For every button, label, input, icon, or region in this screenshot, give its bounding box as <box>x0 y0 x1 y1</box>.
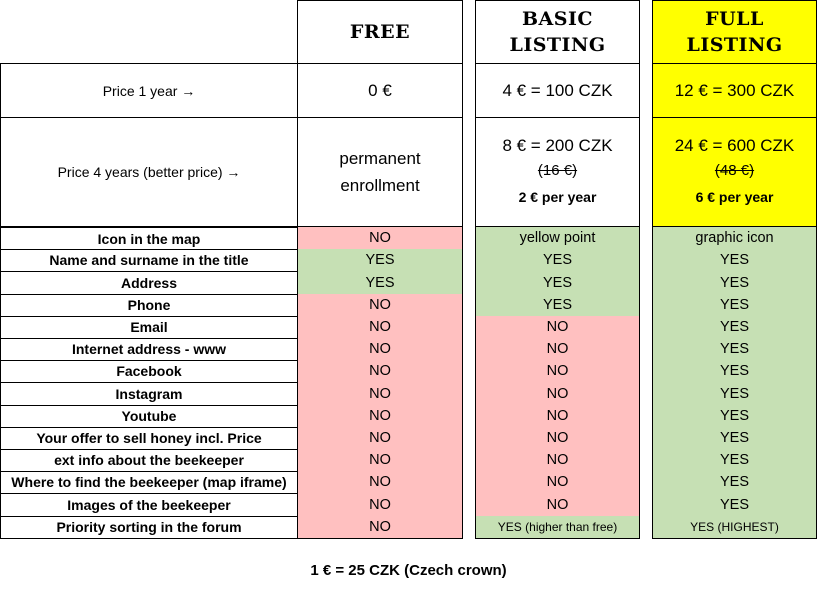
feature-label-text: Instagram <box>115 385 183 402</box>
feature-basic-value <box>475 360 640 382</box>
feature-label <box>0 271 298 295</box>
price-1-year-full <box>652 63 817 118</box>
column-bottom-border <box>475 538 640 539</box>
feature-label-text: Images of the beekeeper <box>67 496 231 513</box>
feature-label-text: Your offer to sell honey incl. Price <box>36 430 262 446</box>
feature-free-value <box>297 382 463 405</box>
feature-basic-text: NO <box>546 385 569 402</box>
feature-full-text: YES <box>719 496 749 513</box>
price-4-years-full-old-price: (48 €) <box>714 162 755 179</box>
feature-free-text: NO <box>369 341 391 357</box>
feature-basic-text: NO <box>546 452 569 468</box>
column-border <box>462 227 463 539</box>
feature-free-value <box>297 516 463 538</box>
feature-label <box>0 338 298 361</box>
plan-name-full-line1: FULL <box>705 8 764 30</box>
feature-basic-value <box>475 405 640 427</box>
plan-name-basic-line1: BASIC <box>521 8 594 30</box>
feature-full-text: YES <box>719 252 749 268</box>
feature-basic-text: YES <box>542 297 572 313</box>
feature-free-text: NO <box>369 496 391 513</box>
feature-full-value <box>652 338 817 360</box>
plan-header-free <box>297 0 463 64</box>
column-border <box>639 227 640 539</box>
feature-basic-text: NO <box>546 319 569 335</box>
feature-full-value <box>652 294 817 316</box>
feature-label-text: Name and surname in the title <box>49 252 249 268</box>
feature-free-text: NO <box>369 452 391 468</box>
price-1-year-free-text: 0 € <box>368 80 392 100</box>
price-4-years-basic-per-year: 2 € per year <box>518 189 597 205</box>
feature-free-text: NO <box>369 408 391 424</box>
feature-free-value <box>297 271 463 294</box>
feature-free-text: NO <box>369 385 391 402</box>
feature-free-value <box>297 471 463 493</box>
plan-name-free: FREE <box>349 21 411 43</box>
feature-free-value <box>297 405 463 427</box>
feature-free-text: NO <box>369 297 391 313</box>
feature-free-value <box>297 360 463 382</box>
feature-basic-value <box>475 427 640 449</box>
feature-free-value <box>297 316 463 338</box>
feature-full-text: YES <box>719 341 749 357</box>
price-1-year-free <box>297 63 463 118</box>
feature-label <box>0 249 298 272</box>
column-border <box>652 227 653 539</box>
feature-free-text: NO <box>369 430 391 446</box>
feature-basic-text: NO <box>546 430 569 446</box>
feature-label-text: Address <box>120 274 178 291</box>
feature-label-text: Email <box>130 319 168 335</box>
feature-full-value <box>652 271 817 294</box>
feature-free-value <box>297 427 463 449</box>
feature-basic-value <box>475 493 640 516</box>
feature-free-text: NO <box>369 474 391 490</box>
feature-label <box>0 316 298 339</box>
feature-label-text: Where to find the beekeeper (map iframe) <box>11 474 287 490</box>
plan-header-basic <box>475 0 640 64</box>
feature-label <box>0 405 298 428</box>
feature-full-value <box>652 427 817 449</box>
feature-full-text: YES <box>719 319 749 335</box>
feature-free-value <box>297 294 463 316</box>
feature-full-text: YES (HIGHEST) <box>690 520 779 534</box>
feature-full-text: YES <box>719 408 749 424</box>
price-4-years-basic <box>475 117 640 227</box>
enrollment-text: enrollment <box>340 176 420 195</box>
price-4-years-label <box>0 117 298 227</box>
feature-free-text: NO <box>369 519 391 535</box>
feature-free-value <box>297 338 463 360</box>
feature-basic-text: YES <box>542 274 572 291</box>
feature-full-value <box>652 449 817 471</box>
feature-full-value <box>652 360 817 382</box>
column-bottom-border <box>652 538 817 539</box>
feature-full-value <box>652 382 817 405</box>
feature-full-text: YES <box>719 363 749 379</box>
feature-full-text: YES <box>719 274 749 291</box>
feature-basic-text: NO <box>546 474 569 490</box>
price-4-years-full-price: 24 € = 600 CZK <box>674 136 795 155</box>
feature-basic-value <box>475 227 640 249</box>
feature-label-text: ext info about the beekeeper <box>54 452 244 468</box>
feature-basic-value <box>475 294 640 316</box>
feature-basic-value <box>475 271 640 294</box>
price-4-years-basic-old-price: (16 €) <box>537 162 578 179</box>
feature-full-text: YES <box>719 452 749 468</box>
feature-free-text: YES <box>365 252 395 268</box>
price-4-years-full-per-year: 6 € per year <box>695 189 774 205</box>
feature-basic-value <box>475 338 640 360</box>
feature-free-value <box>297 449 463 471</box>
feature-free-text: NO <box>369 230 391 246</box>
price-4-years-full <box>652 117 817 227</box>
feature-basic-value <box>475 249 640 271</box>
feature-free-value <box>297 493 463 516</box>
price-4-years-free <box>297 117 463 227</box>
feature-free-text: NO <box>369 319 391 335</box>
plan-header-full <box>652 0 817 64</box>
feature-label-text: Youtube <box>121 408 177 424</box>
price-1-year-label <box>0 63 298 118</box>
feature-full-value <box>652 227 817 249</box>
feature-full-text: graphic icon <box>695 230 774 246</box>
feature-label <box>0 360 298 383</box>
feature-free-value <box>297 227 463 249</box>
plan-name-basic-line2: LISTING <box>509 34 606 56</box>
feature-label <box>0 294 298 317</box>
feature-full-text: YES <box>719 430 749 446</box>
feature-full-value <box>652 471 817 493</box>
feature-basic-value <box>475 449 640 471</box>
price-1-year-basic <box>475 63 640 118</box>
feature-basic-value <box>475 471 640 493</box>
feature-label <box>0 427 298 450</box>
feature-label-text: Priority sorting in the forum <box>56 519 242 535</box>
feature-basic-text: yellow point <box>519 230 596 246</box>
feature-basic-text: YES (higher than free) <box>497 520 618 534</box>
feature-basic-text: NO <box>546 496 569 513</box>
feature-basic-text: NO <box>546 408 569 424</box>
permanent-text: permanent <box>339 149 421 168</box>
feature-full-text: YES <box>719 474 749 490</box>
feature-basic-value <box>475 316 640 338</box>
feature-full-text: YES <box>719 385 749 402</box>
price-1-year-label-text: Price 1 year → <box>102 82 196 99</box>
feature-free-text: YES <box>365 274 395 291</box>
exchange-rate-note: 1 € = 25 CZK (Czech crown) <box>310 562 507 579</box>
feature-label <box>0 471 298 494</box>
feature-basic-value <box>475 382 640 405</box>
feature-full-value <box>652 249 817 271</box>
feature-label-text: Internet address - www <box>71 341 227 357</box>
feature-label <box>0 227 298 250</box>
column-border <box>297 227 298 539</box>
plan-name-full-line2: LISTING <box>686 34 783 56</box>
feature-full-value <box>652 316 817 338</box>
feature-label <box>0 516 298 539</box>
feature-full-value <box>652 493 817 516</box>
column-bottom-border <box>297 538 463 539</box>
column-border <box>475 227 476 539</box>
feature-full-value <box>652 405 817 427</box>
price-1-year-basic-text: 4 € = 100 CZK <box>502 80 613 100</box>
price-4-years-basic-price: 8 € = 200 CZK <box>502 136 613 155</box>
feature-label <box>0 449 298 472</box>
price-1-year-full-text: 12 € = 300 CZK <box>674 80 795 100</box>
feature-label <box>0 382 298 406</box>
feature-label <box>0 493 298 517</box>
price-4-years-label-text: Price 4 years (better price) → <box>57 164 241 180</box>
feature-basic-text: NO <box>546 341 569 357</box>
feature-free-value <box>297 249 463 271</box>
feature-basic-text: NO <box>546 363 569 379</box>
feature-free-text: NO <box>369 363 391 379</box>
feature-basic-value <box>475 516 640 538</box>
feature-label-text: Phone <box>127 297 171 313</box>
feature-full-text: YES <box>719 297 749 313</box>
feature-full-value <box>652 516 817 538</box>
feature-basic-text: YES <box>542 252 572 268</box>
feature-label-text: Facebook <box>116 363 182 379</box>
feature-label-text: Icon in the map <box>97 230 201 247</box>
